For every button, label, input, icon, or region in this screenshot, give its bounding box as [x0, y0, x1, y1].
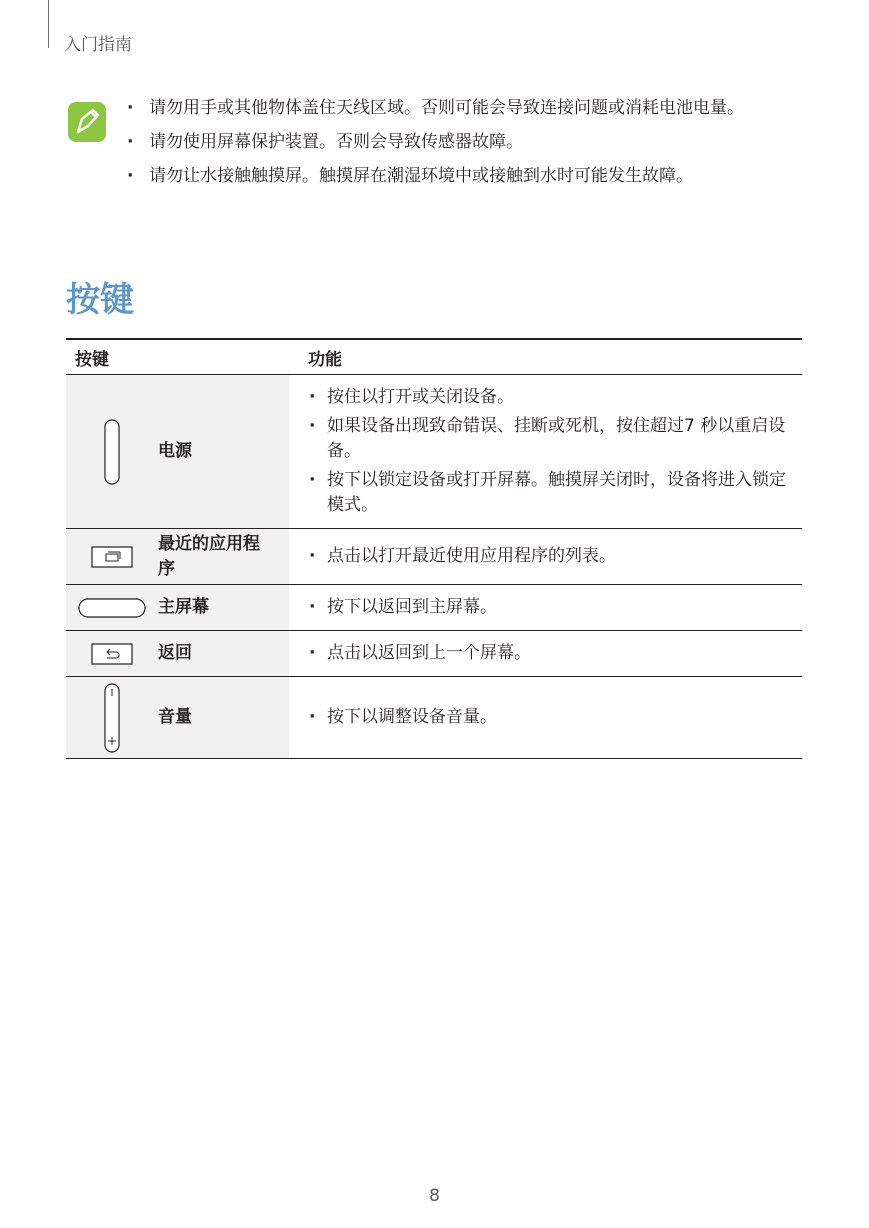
- volume-key-icon: [66, 683, 158, 753]
- table-row: [66, 375, 802, 529]
- table-row: [66, 529, 802, 585]
- keys-table: [66, 338, 802, 759]
- running-header: 入门指南: [64, 35, 132, 55]
- table-header-row: [66, 339, 802, 375]
- back-key-icon: [66, 643, 158, 665]
- note-pencil-icon: [68, 102, 106, 142]
- section-title: 按键: [66, 280, 134, 320]
- function-cell: [289, 677, 802, 759]
- key-name: 主屏幕: [158, 597, 209, 617]
- column-header-key: 按键: [66, 339, 289, 375]
- home-key-icon: [66, 598, 158, 618]
- function-cell: [289, 529, 802, 585]
- function-item: · 按住以打开或关闭设备。: [305, 385, 802, 410]
- function-item: · 点击以打开最近使用应用程序的列表。: [305, 544, 802, 569]
- note-item: · 请勿使用屏幕保护装置。否则会导致传感器故障。: [125, 130, 805, 155]
- function-cell: [289, 375, 802, 529]
- note-item: · 请勿用手或其他物体盖住天线区域。否则可能会导致连接问题或消耗电池电量。: [125, 96, 805, 121]
- key-name: 返回: [158, 643, 192, 663]
- function-item: · 按下以返回到主屏幕。: [305, 595, 802, 620]
- key-cell: [66, 631, 289, 677]
- recent-apps-key-icon: [66, 546, 158, 568]
- function-item: · 按下以调整设备音量。: [305, 705, 802, 730]
- table-row: [66, 585, 802, 631]
- key-cell: [66, 529, 289, 585]
- key-name: 电源: [158, 441, 192, 461]
- table-row: [66, 677, 802, 759]
- note-list: [125, 96, 805, 198]
- function-item: · 点击以返回到上一个屏幕。: [305, 641, 802, 666]
- function-cell: [289, 631, 802, 677]
- function-cell: [289, 585, 802, 631]
- function-item: · 如果设备出现致命错误、挂断或死机，按住超过7 秒以重启设备。: [305, 414, 802, 464]
- function-item: · 按下以锁定设备或打开屏幕。触摸屏关闭时，设备将进入锁定模式。: [305, 468, 802, 518]
- key-name: 最近的应用程序: [158, 533, 260, 579]
- key-cell: [66, 585, 289, 631]
- note-item: · 请勿让水接触触摸屏。触摸屏在潮湿环境中或接触到水时可能发生故障。: [125, 164, 805, 189]
- power-key-icon: [66, 419, 158, 485]
- key-cell: [66, 375, 289, 529]
- column-header-function: 功能: [289, 339, 802, 375]
- table-row: [66, 631, 802, 677]
- page-number: 8: [429, 1186, 440, 1206]
- key-cell: [66, 677, 289, 759]
- key-name: 音量: [158, 707, 192, 727]
- header-rule: [48, 0, 49, 48]
